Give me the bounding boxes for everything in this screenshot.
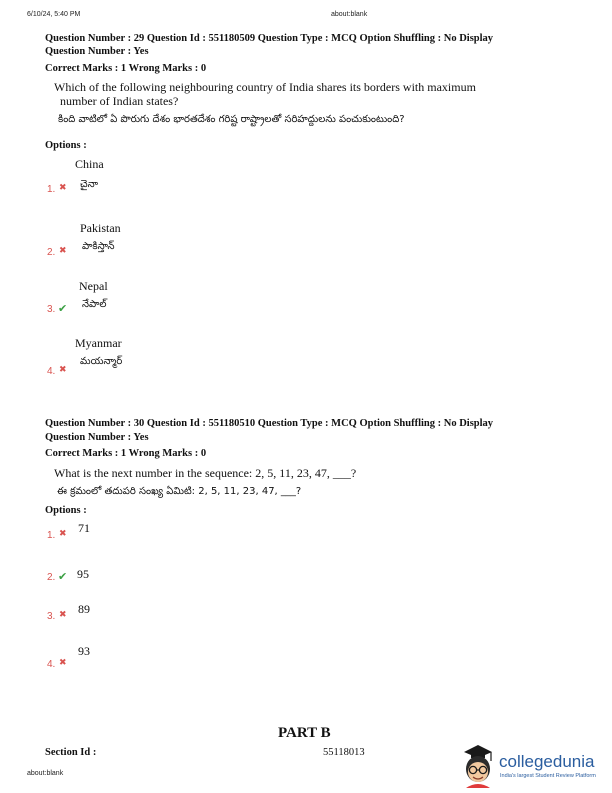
- q30-text-en: What is the next number in the sequence: 2, 5, 11, 23, 47, ___?: [54, 466, 357, 480]
- q29-option2-number: 2.: [47, 247, 56, 258]
- q29-option1-number: 1.: [47, 184, 56, 195]
- q30-options-label: Options :: [45, 505, 87, 516]
- q29-text-en-line2: number of Indian states?: [60, 94, 179, 108]
- print-page-title: about:blank: [331, 11, 368, 18]
- q30-option1-number: 1.: [47, 530, 56, 541]
- wrong-mark-icon: ✖: [59, 658, 67, 668]
- q29-text-en-line1: Which of the following neighbouring country of India shares its borders with maximum: [54, 80, 476, 94]
- q29-option3-text-en: Nepal: [79, 279, 108, 293]
- section-id-label: Section Id :: [45, 747, 97, 758]
- q30-option2-text: 95: [77, 567, 89, 581]
- q29-option2-text-te: పాకిస్తాన్: [82, 241, 115, 252]
- wrong-mark-icon: ✖: [59, 610, 67, 620]
- q29-meta-line1: Question Number : 29 Question Id : 551180509 Question Type : MCQ Option Shuffling : No Display: [45, 33, 494, 44]
- part-heading: PART B: [278, 725, 331, 741]
- q30-option3-text: 89: [78, 602, 90, 616]
- q29-marks: Correct Marks : 1 Wrong Marks : 0: [45, 63, 207, 74]
- q29-meta-line2: Question Number : Yes: [45, 46, 149, 57]
- q30-option2-number: 2.: [47, 572, 56, 583]
- wrong-mark-icon: ✖: [59, 183, 67, 193]
- q30-meta-line1: Question Number : 30 Question Id : 551180510 Question Type : MCQ Option Shuffling : No Display: [45, 418, 494, 429]
- q29-option2-text-en: Pakistan: [80, 221, 121, 235]
- q29-option4-number: 4.: [47, 366, 56, 377]
- correct-mark-icon: ✔: [58, 570, 68, 583]
- collegedunia-mascot-logo: [458, 742, 498, 788]
- print-footer-url: about:blank: [27, 770, 64, 777]
- section-id-value: 55118013: [323, 747, 365, 758]
- q30-marks: Correct Marks : 1 Wrong Marks : 0: [45, 448, 207, 459]
- q30-option1-text: 71: [78, 521, 90, 535]
- q30-option3-number: 3.: [47, 611, 56, 622]
- print-datetime: 6/10/24, 5:40 PM: [27, 11, 81, 18]
- correct-mark-icon: ✔: [58, 302, 68, 315]
- q29-option1-text-te: చైనా: [80, 179, 98, 190]
- q29-options-label: Options :: [45, 140, 87, 151]
- q29-option3-number: 3.: [47, 304, 56, 315]
- q30-option4-text: 93: [78, 644, 90, 658]
- q30-text-te: ఈ క్రమంలో తదుపరి సంఖ్య ఏమిటి: 2, 5, 11, 23, 47, ___?: [57, 486, 302, 497]
- wrong-mark-icon: ✖: [59, 529, 67, 539]
- wrong-mark-icon: ✖: [59, 246, 67, 256]
- q29-option4-text-te: మయన్మార్: [80, 356, 123, 367]
- q29-text-te: కింది వాటిలో ఏ పొరుగు దేశం భారతదేశం గరిష్ట రాష్ట్రాలతో సరిహద్దులను పంచుకుంటుంది?: [58, 114, 405, 125]
- q30-option4-number: 4.: [47, 659, 56, 670]
- q29-option4-text-en: Myanmar: [75, 336, 122, 350]
- q30-meta-line2: Question Number : Yes: [45, 432, 149, 443]
- q29-option1-text-en: China: [75, 157, 104, 171]
- q29-option3-text-te: నేపాల్: [82, 299, 107, 310]
- collegedunia-tagline: India's largest Student Review Platform: [500, 773, 596, 779]
- wrong-mark-icon: ✖: [59, 365, 67, 375]
- collegedunia-brand: collegedunia: [499, 752, 595, 771]
